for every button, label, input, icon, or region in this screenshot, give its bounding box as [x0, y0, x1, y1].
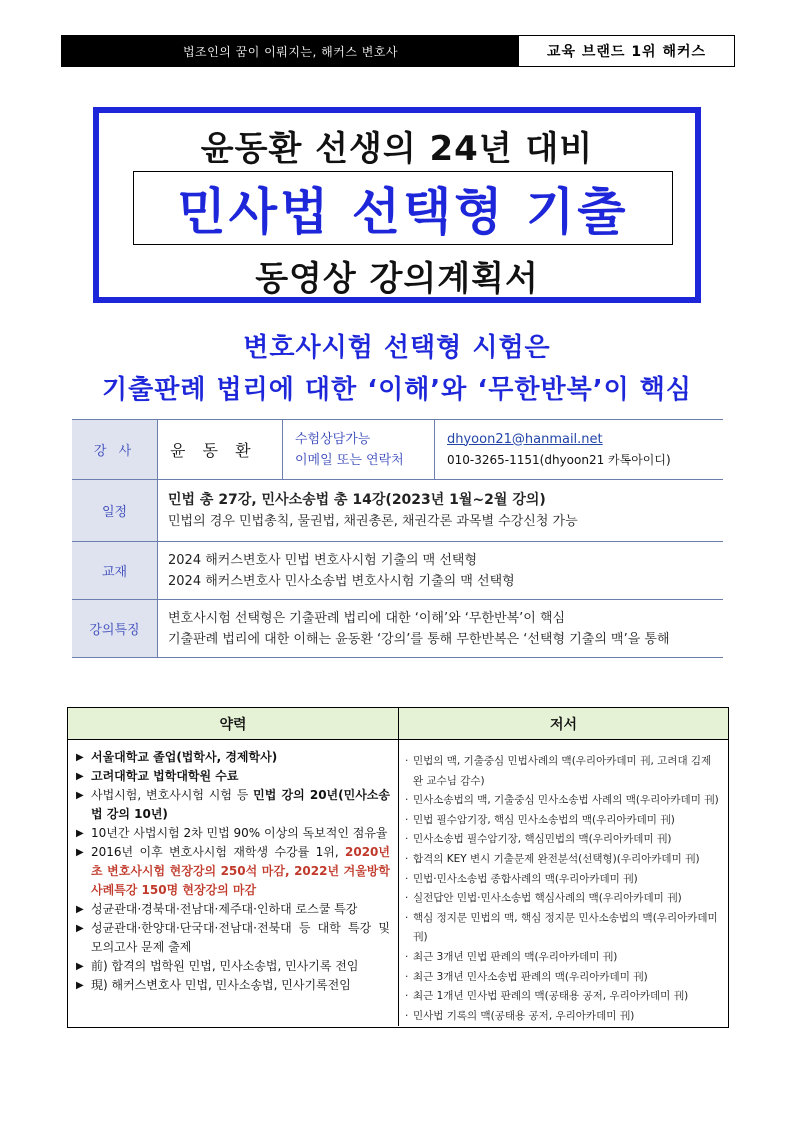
title-highlight-box — [133, 171, 673, 245]
book-item: · 민법·민사소송법 종합사례의 맥(우리아카데미 刊) — [405, 872, 638, 885]
banner-brand: 교육 브랜드 1위 해커스 — [519, 36, 734, 66]
career-item: ▶ 사법시험, 변호사시험 시험 등 민법 강의 20년(민사소송법 강의 10년) — [76, 786, 390, 824]
book-item: · 최근 3개년 민사소송법 판례의 맥(우리아카데미 刊) — [405, 970, 648, 983]
career-item: ▶ 성균관대·경북대·전남대·제주대·인하대 로스쿨 특강 — [76, 900, 390, 919]
book-item: · 최근 1개년 민사법 판례의 맥(공태용 공저, 우리아카데미 刊) — [405, 990, 689, 1003]
book-item: · 민법의 맥, 기출중심 민법사례의 맥(우리아카데미 刊, 고려대 김제완 교수님 감수) — [405, 755, 712, 787]
arrow-icon: ▶ — [76, 961, 84, 972]
teacher-row — [72, 420, 723, 480]
books-header: 저서 — [399, 708, 728, 739]
book-item: · 실전답안 민법·민사소송법 핵심사례의 맥(우리아카데미 刊) — [405, 892, 682, 905]
career-item: ▶ 서울대학교 졸업(법학사, 경제학사) — [76, 748, 390, 767]
title-box — [93, 107, 701, 303]
arrow-icon: ▶ — [76, 771, 84, 782]
arrow-icon: ▶ — [76, 752, 84, 763]
textbook-line-2: 2024 해커스변호사 민사소송법 변호사시험 기출의 맥 선택형 — [168, 573, 515, 589]
phone-number: 010-3265-1151(dhyoon21 카톡아이디) — [447, 452, 671, 467]
contact-label-2: 이메일 또는 연락처 — [295, 452, 404, 468]
banner-slogan: 법조인의 꿈이 이뤄지는, 해커스 변호사 — [62, 36, 519, 66]
schedule-line-2: 민법의 경우 민법총칙, 물권법, 채권총론, 채권각론 과목별 수강신청 가능 — [168, 513, 578, 529]
career-item: ▶ 2016년 이후 변호사시험 재학생 수강률 1위, 2020년 초 변호사시험 현장강의 250석 마감, 2022년 겨울방학 사례특강 150명 현장강의 마감 — [76, 843, 390, 900]
textbook-body — [158, 542, 723, 599]
course-info-table — [72, 419, 723, 658]
career-list — [68, 740, 399, 1026]
textbook-label: 교재 — [72, 542, 158, 599]
career-item: ▶ 고려대학교 법학대학원 수료 — [76, 767, 390, 786]
schedule-row — [72, 480, 723, 542]
arrow-icon: ▶ — [76, 904, 84, 915]
arrow-icon: ▶ — [76, 847, 84, 858]
contact-label — [283, 420, 435, 479]
textbook-row — [72, 542, 723, 600]
schedule-body — [158, 480, 723, 541]
title-line-3: 동영상 강의계획서 — [255, 259, 539, 299]
book-item: · 민사소송법의 맥, 기출중심 민사소송법 사례의 맥(우리아카데미 刊) — [405, 794, 719, 807]
teacher-label: 강 사 — [72, 420, 158, 479]
bio-header-row — [68, 708, 728, 740]
schedule-label: 일정 — [72, 480, 158, 541]
bio-table — [67, 707, 729, 1028]
feature-body — [158, 600, 723, 657]
feature-label: 강의특징 — [72, 600, 158, 657]
career-item: ▶ 現) 해커스변호사 민법, 민사소송법, 민사기록전임 — [76, 976, 390, 995]
arrow-icon: ▶ — [76, 923, 84, 934]
book-item: · 최근 3개년 민법 판례의 맥(우리아카데미 刊) — [405, 950, 618, 963]
title-line-1: 윤동환 선생의 24년 대비 — [200, 129, 594, 169]
career-header: 약력 — [68, 708, 399, 739]
email-link[interactable]: dhyoon21@hanmail.net — [447, 431, 603, 447]
top-banner — [61, 35, 735, 67]
teacher-name: 윤 동 환 — [158, 420, 283, 479]
career-item: ▶ 성균관대·한양대·단국대·전남대·전북대 등 대학 특강 및 모의고사 문제 출제 — [76, 919, 390, 957]
arrow-icon: ▶ — [76, 790, 84, 801]
career-item: ▶ 10년간 사법시험 2차 민법 90% 이상의 독보적인 점유율 — [76, 824, 390, 843]
books-list — [399, 740, 728, 1026]
contact-label-1: 수험상담가능 — [295, 431, 371, 447]
arrow-icon: ▶ — [76, 828, 84, 839]
slogan-line-1: 변호사시험 선택형 시험은 — [243, 333, 551, 363]
contact-info — [435, 420, 723, 479]
feature-line-2: 기출판례 법리에 대한 이해는 윤동환 ‘강의’를 통해 무한반복은 ‘선택형 기출의 맥’을 통해 — [168, 631, 670, 647]
book-item: · 민법 필수암기장, 핵심 민사소송법의 맥(우리아카데미 刊) — [405, 813, 675, 826]
slogan-line-2: 기출판례 법리에 대한 ‘이해’와 ‘무한반복’이 핵심 — [102, 375, 692, 405]
book-item: · 핵심 정지문 민법의 맥, 핵심 정지문 민사소송법의 맥(우리아카데미 刊) — [405, 911, 718, 944]
feature-row — [72, 600, 723, 658]
textbook-line-1: 2024 해커스변호사 민법 변호사시험 기출의 맥 선택형 — [168, 552, 478, 568]
schedule-line-1: 민법 총 27강, 민사소송법 총 14강(2023년 1월~2월 강의) — [168, 491, 546, 508]
bio-body — [68, 740, 728, 1026]
book-item: · 합격의 KEY 변시 기출문제 완전분석(선택형)(우리아카데미 刊) — [405, 852, 700, 865]
career-item: ▶ 前) 합격의 법학원 민법, 민사소송법, 민사기록 전임 — [76, 957, 390, 976]
feature-line-1: 변호사시험 선택형은 기출판례 법리에 대한 ‘이해’와 ‘무한반복’이 핵심 — [168, 610, 566, 626]
book-item: · 민사법 기록의 맥(공태용 공저, 우리아카데미 刊) — [405, 1009, 635, 1022]
title-main: 민사법 선택형 기출 — [177, 183, 629, 241]
arrow-icon: ▶ — [76, 980, 84, 991]
book-item: · 민사소송법 필수암기장, 핵심민법의 맥(우리아카데미 刊) — [405, 833, 672, 846]
